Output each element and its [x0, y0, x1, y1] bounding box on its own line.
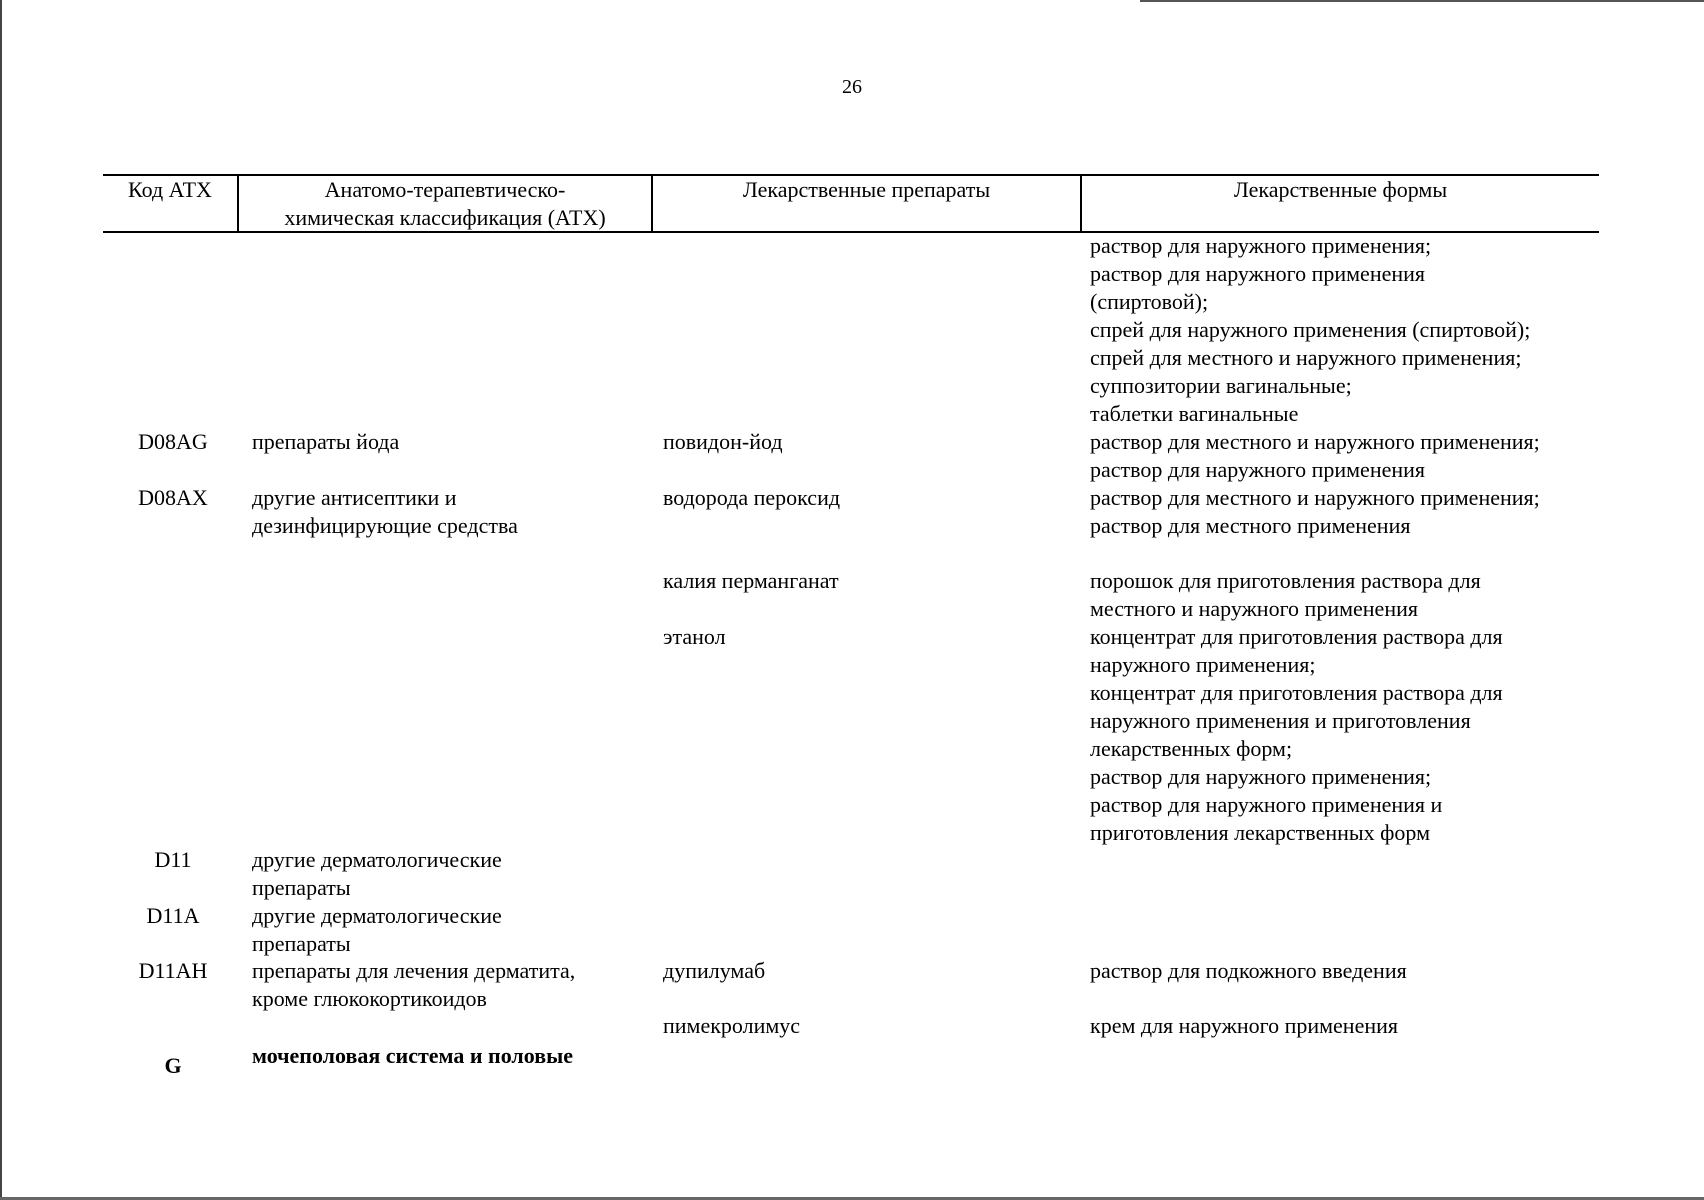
- drug-name: этанол: [663, 624, 726, 649]
- drug-name: пимекролимус: [663, 1013, 801, 1038]
- form-line: суппозитории вагинальные;: [1090, 373, 1352, 398]
- atc-name: [252, 902, 642, 958]
- header-atc-line: Анатомо-терапевтическо-: [324, 177, 566, 202]
- atc-line: другие антисептики и: [252, 485, 457, 510]
- header-code: Код АТХ: [128, 177, 212, 202]
- form-line: раствор для местного и наружного применения;: [1090, 429, 1540, 454]
- row-forms: [1090, 623, 1600, 847]
- form-line: приготовления лекарственных форм: [1090, 820, 1431, 845]
- form-line: раствор для наружного применения;: [1090, 764, 1432, 789]
- form-line: раствор для наружного применения и: [1090, 792, 1443, 817]
- atc-name: [252, 484, 642, 540]
- atc-name: [252, 846, 642, 902]
- atc-code: D11: [154, 847, 192, 872]
- scan-left-edge: [0, 0, 2, 1200]
- atc-line: другие дерматологические: [252, 903, 502, 928]
- row-forms: [1090, 957, 1600, 985]
- atc-line: препараты для лечения дерматита,: [252, 958, 576, 983]
- form-line: порошок для приготовления раствора для: [1090, 568, 1481, 593]
- form-line: раствор для местного и наружного применения;: [1090, 485, 1540, 510]
- form-line: спрей для местного и наружного применения;: [1090, 345, 1522, 370]
- atc-line: дезинфицирующие средства: [252, 513, 518, 538]
- drug-name: повидон-йод: [663, 429, 783, 454]
- drug-name: водорода пероксид: [663, 485, 841, 510]
- row-forms: [1090, 484, 1600, 540]
- atc-code: G: [164, 1053, 182, 1078]
- form-line: раствор для местного применения: [1090, 513, 1411, 538]
- row-forms: [1090, 1012, 1600, 1040]
- atc-code: D08AG: [138, 429, 208, 454]
- atc-line: мочеполовая система и половые: [252, 1043, 574, 1068]
- form-line: крем для наружного применения: [1090, 1013, 1399, 1038]
- drug-name: калия перманганат: [663, 568, 839, 593]
- form-line: концентрат для приготовления раствора для: [1090, 680, 1503, 705]
- page-number: 26: [842, 76, 862, 98]
- header-atc-line: химическая классификация (АТХ): [284, 205, 606, 230]
- drug-name: дупилумаб: [663, 958, 766, 983]
- scan-top-edge: [1140, 0, 1704, 2]
- header-drugs: Лекарственные препараты: [742, 177, 991, 202]
- form-line: концентрат для приготовления раствора для: [1090, 624, 1503, 649]
- row-forms: [1090, 567, 1600, 623]
- form-line: (спиртовой);: [1090, 289, 1209, 314]
- header-atc: [239, 176, 651, 232]
- atc-name: [252, 1042, 642, 1070]
- form-line: лекарственных форм;: [1090, 736, 1293, 761]
- atc-name: [252, 428, 642, 456]
- row-forms: [1090, 428, 1600, 484]
- atc-line: другие дерматологические: [252, 847, 502, 872]
- header-forms: Лекарственные формы: [1233, 177, 1448, 202]
- atc-code: D08AX: [138, 485, 208, 510]
- form-line: спрей для наружного применения (спиртовой);: [1090, 317, 1531, 342]
- form-line: раствор для подкожного введения: [1090, 958, 1407, 983]
- atc-code: D11A: [146, 903, 200, 928]
- atc-name: [252, 957, 642, 1013]
- atc-line: кроме глюкокортикоидов: [252, 986, 487, 1011]
- atc-line: препараты: [252, 875, 351, 900]
- form-line: таблетки вагинальные: [1090, 401, 1299, 426]
- form-line: раствор для наружного применения: [1090, 457, 1426, 482]
- form-line: наружного применения и приготовления: [1090, 708, 1471, 733]
- atc-code: D11AH: [138, 958, 208, 983]
- form-line: местного и наружного применения: [1090, 596, 1418, 621]
- atc-line: препараты: [252, 931, 351, 956]
- row-forms: [1090, 232, 1600, 428]
- form-line: раствор для наружного применения: [1090, 261, 1426, 286]
- form-line: раствор для наружного применения;: [1090, 233, 1432, 258]
- atc-line: препараты йода: [252, 429, 400, 454]
- form-line: наружного применения;: [1090, 652, 1316, 677]
